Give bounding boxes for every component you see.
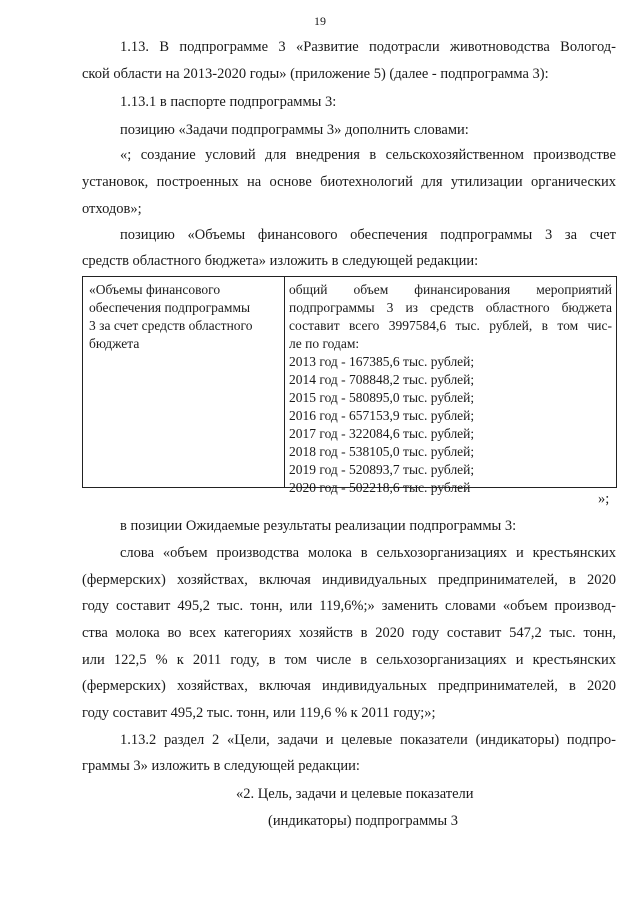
left-cell-line: 3 за счет средств областного — [89, 318, 253, 333]
section-heading-line-1: «2. Цель, задачи и целевые показатели — [236, 786, 474, 802]
year-amount-line: 2015 год - 580895,0 тыс. рублей; — [289, 390, 475, 405]
table-closing-quote: »; — [598, 491, 610, 507]
table-right-cell — [289, 281, 612, 497]
year-amount-line: 2016 год - 657153,9 тыс. рублей; — [289, 408, 475, 423]
page-number: 19 — [314, 14, 326, 28]
paragraph-7-line-4: ства молока во всех категориях хозяйств в 2020 году составит 547,2 тыс. тонн, — [82, 625, 616, 641]
paragraph-1-line-1: 1.13. В подпрограмме 3 «Развитие подотрасли животноводства Вологод- — [120, 39, 616, 55]
right-cell-intro-line: общий объем финансирования мероприятий — [289, 282, 612, 297]
left-cell-line: «Объемы финансового — [89, 282, 221, 297]
paragraph-6: в позиции Ожидаемые результаты реализации подпрограммы 3: — [120, 518, 517, 534]
table-column-divider — [284, 277, 285, 487]
paragraph-8-line-2: граммы 3» изложить в следующей редакции: — [82, 758, 360, 774]
year-amount-line: 2019 год - 520893,7 тыс. рублей; — [289, 462, 475, 477]
left-cell-line: бюджета — [89, 336, 140, 351]
year-amount-line: 2013 год - 167385,6 тыс. рублей; — [289, 354, 475, 369]
paragraph-1-line-2: ской области на 2013-2020 годы» (приложение 5) (далее - подпрограмма 3): — [82, 66, 549, 82]
paragraph-7-line-1: слова «объем производства молока в сельхозорганизациях и крестьянских — [120, 545, 616, 561]
paragraph-4-line-3: отходов»; — [82, 201, 142, 217]
right-cell-intro-line: подпрограммы 3 из средств областного бюджета — [289, 300, 612, 315]
paragraph-7-line-6: (фермерских) хозяйствах, включая индивидуальных предпринимателей, в 2020 — [82, 678, 616, 694]
financing-table — [82, 276, 617, 495]
table-left-cell — [89, 281, 281, 353]
paragraph-2: 1.13.1 в паспорте подпрограммы 3: — [120, 94, 337, 110]
paragraph-5-line-1: позицию «Объемы финансового обеспечения подпрограммы 3 за счет — [120, 227, 616, 243]
paragraph-4-line-1: «; создание условий для внедрения в сельскохозяйственном производстве — [120, 147, 616, 163]
right-cell-intro-line: ле по годам: — [289, 336, 360, 351]
paragraph-8-line-1: 1.13.2 раздел 2 «Цели, задачи и целевые показатели (индикаторы) подпро- — [120, 732, 616, 748]
paragraph-7-line-3: году составит 495,2 тыс. тонн, или 119,6%;» заменить словами «объем производ- — [82, 598, 616, 614]
paragraph-7-line-5: или 122,5 % к 2011 году, в том числе в сельхозорганизациях и крестьянских — [82, 652, 616, 668]
year-amount-line: 2017 год - 322084,6 тыс. рублей; — [289, 426, 475, 441]
paragraph-7-line-2: (фермерских) хозяйствах, включая индивидуальных предпринимателей, в 2020 — [82, 572, 616, 588]
left-cell-line: обеспечения подпрограммы — [89, 300, 251, 315]
year-amount-line: 2018 год - 538105,0 тыс. рублей; — [289, 444, 475, 459]
paragraph-5-line-2: средств областного бюджета» изложить в следующей редакции: — [82, 253, 479, 269]
right-cell-intro-line: составит всего 3997584,6 тыс. рублей, в том чис- — [289, 318, 612, 333]
paragraph-4-line-2: установок, построенных на основе биотехнологий для утилизации органических — [82, 174, 616, 190]
year-amount-line: 2020 год - 502218,6 тыс. рублей — [289, 480, 471, 495]
paragraph-7-line-7: году составит 495,2 тыс. тонн, или 119,6 % к 2011 году;»; — [82, 705, 436, 721]
paragraph-3: позицию «Задачи подпрограммы 3» дополнить словами: — [120, 122, 469, 138]
section-heading-line-2: (индикаторы) подпрограммы 3 — [268, 813, 459, 829]
year-amount-line: 2014 год - 708848,2 тыс. рублей; — [289, 372, 475, 387]
